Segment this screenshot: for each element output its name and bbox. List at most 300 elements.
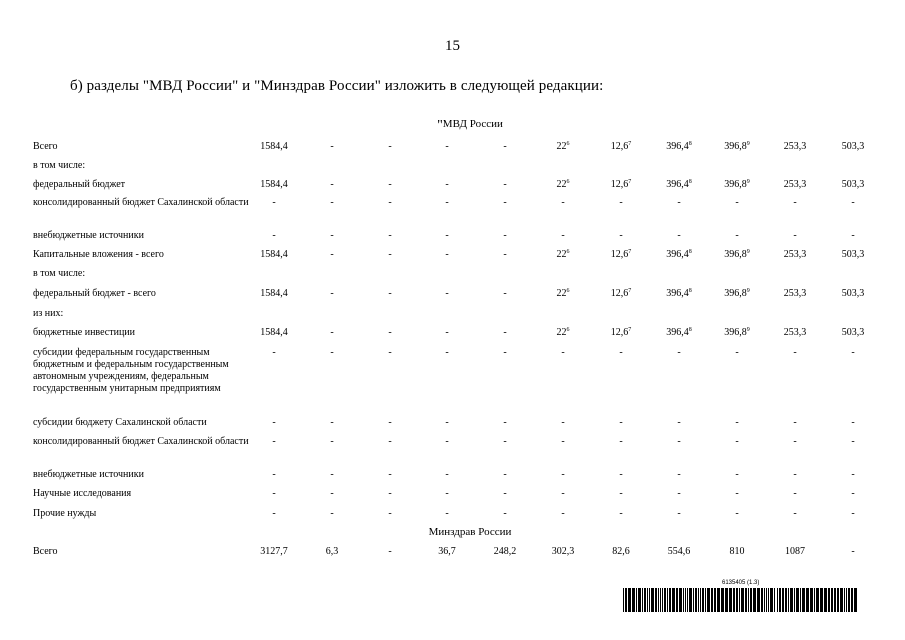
- cell-value: -: [561, 417, 565, 428]
- table-cell: [707, 436, 767, 448]
- table-cell: [823, 417, 883, 429]
- cell-value: -: [851, 488, 855, 499]
- footnote-ref: 6: [566, 288, 570, 294]
- cell-value: 12,6: [610, 288, 629, 299]
- cell-value: -: [503, 488, 507, 499]
- table-cell: [475, 327, 535, 339]
- table-cell: [533, 469, 593, 481]
- table-cell: [533, 179, 593, 191]
- cell-value: 253,3: [783, 288, 807, 299]
- cell-value: 396,8: [724, 288, 747, 299]
- table-cell: [649, 436, 709, 448]
- cell-value: -: [503, 249, 507, 260]
- table-cell: [707, 488, 767, 500]
- cell-value: 1584,4: [260, 179, 288, 190]
- cell-value: -: [677, 469, 681, 480]
- footnote-ref: 8: [688, 179, 692, 185]
- cell-value: 1584,4: [260, 249, 288, 260]
- cell-value: -: [388, 249, 392, 260]
- table-cell: [533, 546, 593, 558]
- cell-value: -: [735, 417, 739, 428]
- table-cell: [360, 197, 420, 209]
- cell-value: -: [677, 197, 681, 208]
- table-cell: [302, 488, 362, 500]
- table-cell: [823, 347, 883, 359]
- cell-value: -: [330, 469, 334, 480]
- table-cell: [302, 546, 362, 558]
- table-cell: [360, 347, 420, 359]
- cell-value: -: [503, 436, 507, 447]
- cell-value: 554,6: [667, 546, 691, 557]
- cell-value: 12,6: [610, 179, 629, 190]
- table-cell: [475, 347, 535, 359]
- table-cell: [475, 141, 535, 153]
- cell-value: 396,4: [666, 249, 689, 260]
- table-cell: [591, 327, 651, 339]
- table-cell: [475, 179, 535, 191]
- row-label: консолидированный бюджет Сахалинской области: [33, 197, 249, 208]
- cell-value: -: [330, 508, 334, 519]
- table-cell: [417, 417, 477, 429]
- table-cell: [823, 436, 883, 448]
- table-cell: [417, 197, 477, 209]
- cell-value: -: [677, 347, 681, 358]
- cell-value: -: [561, 230, 565, 241]
- cell-value: 503,3: [841, 288, 865, 299]
- cell-value: 12,6: [610, 327, 629, 338]
- cell-value: 22: [556, 327, 567, 338]
- table-cell: [707, 417, 767, 429]
- table-cell: [302, 436, 362, 448]
- table-cell: [244, 546, 304, 558]
- cell-value: 396,4: [666, 288, 689, 299]
- table-cell: [360, 179, 420, 191]
- cell-value: -: [272, 469, 276, 480]
- cell-value: -: [561, 347, 565, 358]
- cell-value: -: [503, 197, 507, 208]
- row-label: внебюджетные источники: [33, 230, 144, 241]
- row-label: Капитальные вложения - всего: [33, 249, 164, 260]
- cell-value: -: [793, 197, 797, 208]
- cell-value: -: [330, 347, 334, 358]
- cell-value: -: [388, 347, 392, 358]
- cell-value: 396,4: [666, 141, 689, 152]
- table-cell: [244, 488, 304, 500]
- cell-value: 12,6: [610, 249, 629, 260]
- footnote-ref: 7: [628, 141, 632, 147]
- cell-value: -: [330, 488, 334, 499]
- cell-value: -: [677, 508, 681, 519]
- row-label: субсидии бюджету Сахалинской области: [33, 417, 207, 428]
- table-cell: [360, 417, 420, 429]
- cell-value: -: [330, 249, 334, 260]
- footnote-ref: 7: [628, 249, 632, 255]
- table-cell: [707, 141, 767, 153]
- row-label: внебюджетные источники: [33, 469, 144, 480]
- table-cell: [823, 488, 883, 500]
- table-cell: [302, 141, 362, 153]
- table-cell: [649, 347, 709, 359]
- cell-value: -: [619, 488, 623, 499]
- table-cell: [765, 469, 825, 481]
- cell-value: -: [735, 508, 739, 519]
- cell-value: -: [330, 230, 334, 241]
- cell-value: -: [388, 288, 392, 299]
- table-cell: [591, 197, 651, 209]
- table-cell: [533, 327, 593, 339]
- table-cell: [244, 347, 304, 359]
- table-cell: [533, 230, 593, 242]
- cell-value: -: [735, 488, 739, 499]
- table-cell: [823, 249, 883, 261]
- table-cell: [765, 141, 825, 153]
- cell-value: -: [330, 327, 334, 338]
- table-cell: [244, 508, 304, 520]
- table-cell: [244, 179, 304, 191]
- table-cell: [417, 179, 477, 191]
- cell-value: -: [330, 417, 334, 428]
- cell-value: 6,3: [325, 546, 339, 557]
- table-cell: [475, 197, 535, 209]
- cell-value: 3127,7: [260, 546, 288, 557]
- table-cell: [417, 347, 477, 359]
- cell-value: -: [272, 197, 276, 208]
- table-cell: [360, 546, 420, 558]
- footnote-ref: 9: [746, 327, 750, 333]
- cell-value: 396,8: [724, 249, 747, 260]
- table-cell: [707, 347, 767, 359]
- table-cell: [765, 546, 825, 558]
- cell-value: -: [793, 488, 797, 499]
- cell-value: -: [445, 488, 449, 499]
- cell-value: -: [851, 469, 855, 480]
- table-cell: [823, 469, 883, 481]
- cell-value: -: [330, 197, 334, 208]
- cell-value: -: [561, 436, 565, 447]
- cell-value: 503,3: [841, 179, 865, 190]
- table-cell: [533, 249, 593, 261]
- footnote-ref: 9: [746, 288, 750, 294]
- table-cell: [591, 179, 651, 191]
- table-cell: [417, 249, 477, 261]
- table-cell: [533, 288, 593, 300]
- cell-value: -: [388, 230, 392, 241]
- row-label: субсидии федеральным государственным бюджетным и федеральным государственным автономным учреждениям, федеральным государственным унитарным предприятиям: [33, 347, 229, 394]
- cell-value: -: [445, 347, 449, 358]
- table-cell: [417, 288, 477, 300]
- table-cell: [823, 179, 883, 191]
- table-cell: [533, 508, 593, 520]
- footnote-ref: 9: [746, 179, 750, 185]
- cell-value: 248,2: [493, 546, 517, 557]
- cell-value: -: [330, 288, 334, 299]
- cell-value: -: [851, 508, 855, 519]
- table-cell: [707, 197, 767, 209]
- footnote-ref: 6: [566, 179, 570, 185]
- cell-value: -: [330, 141, 334, 152]
- cell-value: -: [388, 417, 392, 428]
- table-cell: [244, 249, 304, 261]
- table-cell: [302, 197, 362, 209]
- cell-value: -: [503, 347, 507, 358]
- cell-value: -: [793, 347, 797, 358]
- table-cell: [591, 546, 651, 558]
- table-cell: [765, 249, 825, 261]
- table-cell: [649, 488, 709, 500]
- table-cell: [765, 436, 825, 448]
- cell-value: 1584,4: [260, 327, 288, 338]
- cell-value: -: [445, 249, 449, 260]
- cell-value: 36,7: [438, 546, 456, 557]
- footnote-ref: 6: [566, 141, 570, 147]
- footnote-ref: 8: [688, 141, 692, 147]
- table-cell: [475, 546, 535, 558]
- table-cell: [823, 546, 883, 558]
- cell-value: -: [503, 230, 507, 241]
- cell-value: -: [445, 197, 449, 208]
- cell-value: -: [619, 230, 623, 241]
- table-cell: [649, 417, 709, 429]
- cell-value: 396,8: [724, 327, 747, 338]
- table-cell: [707, 327, 767, 339]
- cell-value: 396,8: [724, 179, 747, 190]
- table-cell: [591, 469, 651, 481]
- cell-value: -: [561, 488, 565, 499]
- cell-value: -: [851, 417, 855, 428]
- table-cell: [302, 179, 362, 191]
- row-label: в том числе:: [33, 160, 86, 171]
- cell-value: -: [445, 230, 449, 241]
- footnote-ref: 6: [566, 249, 570, 255]
- table-cell: [649, 141, 709, 153]
- table-cell: [244, 288, 304, 300]
- cell-value: -: [619, 417, 623, 428]
- table-cell: [417, 508, 477, 520]
- table-cell: [765, 347, 825, 359]
- table-cell: [302, 347, 362, 359]
- table-cell: [302, 327, 362, 339]
- table-cell: [823, 508, 883, 520]
- cell-value: -: [272, 488, 276, 499]
- table-cell: [360, 469, 420, 481]
- table-cell: [649, 288, 709, 300]
- cell-value: 1584,4: [260, 288, 288, 299]
- cell-value: -: [445, 327, 449, 338]
- table-cell: [765, 179, 825, 191]
- cell-value: 253,3: [783, 141, 807, 152]
- cell-value: 22: [556, 249, 567, 260]
- table-cell: [591, 249, 651, 261]
- cell-value: -: [793, 469, 797, 480]
- row-label: Научные исследования: [33, 488, 132, 499]
- table-cell: [823, 141, 883, 153]
- table-cell: [475, 417, 535, 429]
- row-label: бюджетные инвестиции: [33, 327, 136, 338]
- table-cell: [707, 469, 767, 481]
- cell-value: -: [677, 436, 681, 447]
- cell-value: 82,6: [612, 546, 630, 557]
- cell-value: -: [851, 436, 855, 447]
- section-title-minzdrav: Минздрав России: [428, 526, 512, 538]
- table-cell: [244, 230, 304, 242]
- table-cell: [244, 469, 304, 481]
- table-cell: [360, 508, 420, 520]
- cell-value: -: [677, 417, 681, 428]
- table-cell: [707, 179, 767, 191]
- table-cell: [533, 436, 593, 448]
- cell-value: -: [330, 179, 334, 190]
- cell-value: 22: [556, 288, 567, 299]
- cell-value: -: [735, 436, 739, 447]
- cell-value: -: [272, 417, 276, 428]
- cell-value: -: [619, 197, 623, 208]
- cell-value: 253,3: [783, 327, 807, 338]
- table-cell: [475, 488, 535, 500]
- cell-value: -: [388, 488, 392, 499]
- table-cell: [649, 249, 709, 261]
- cell-value: 503,3: [841, 141, 865, 152]
- table-cell: [591, 417, 651, 429]
- table-cell: [417, 488, 477, 500]
- barcode: [623, 588, 858, 612]
- table-cell: [244, 141, 304, 153]
- cell-value: 22: [556, 141, 567, 152]
- table-cell: [475, 230, 535, 242]
- table-cell: [475, 469, 535, 481]
- table-cell: [417, 469, 477, 481]
- cell-value: -: [388, 197, 392, 208]
- cell-value: -: [851, 197, 855, 208]
- cell-value: -: [677, 230, 681, 241]
- table-cell: [649, 327, 709, 339]
- cell-value: -: [330, 436, 334, 447]
- cell-value: -: [503, 508, 507, 519]
- cell-value: 503,3: [841, 327, 865, 338]
- table-cell: [360, 141, 420, 153]
- table-cell: [649, 179, 709, 191]
- table-cell: [302, 249, 362, 261]
- cell-value: -: [735, 197, 739, 208]
- cell-value: 253,3: [783, 179, 807, 190]
- cell-value: -: [388, 469, 392, 480]
- table-cell: [765, 230, 825, 242]
- table-cell: [823, 230, 883, 242]
- page-number: 15: [445, 38, 460, 54]
- table-cell: [302, 469, 362, 481]
- table-cell: [244, 436, 304, 448]
- cell-value: 1087: [785, 546, 805, 557]
- table-cell: [475, 288, 535, 300]
- table-cell: [244, 417, 304, 429]
- cell-value: -: [793, 417, 797, 428]
- section-title-mvd-text: МВД России: [442, 118, 503, 130]
- table-cell: [765, 488, 825, 500]
- cell-value: -: [503, 327, 507, 338]
- cell-value: -: [445, 288, 449, 299]
- table-cell: [533, 197, 593, 209]
- table-cell: [591, 508, 651, 520]
- table-cell: [475, 436, 535, 448]
- cell-value: -: [619, 469, 623, 480]
- footnote-ref: 9: [746, 141, 750, 147]
- cell-value: -: [272, 230, 276, 241]
- cell-value: -: [677, 488, 681, 499]
- table-cell: [475, 508, 535, 520]
- cell-value: 810: [729, 546, 745, 557]
- cell-value: -: [619, 347, 623, 358]
- footnote-ref: 8: [688, 288, 692, 294]
- table-cell: [475, 249, 535, 261]
- row-label: Прочие нужды: [33, 508, 97, 519]
- table-cell: [823, 327, 883, 339]
- cell-value: -: [735, 469, 739, 480]
- table-cell: [417, 141, 477, 153]
- cell-value: -: [561, 197, 565, 208]
- table-cell: [591, 488, 651, 500]
- cell-value: -: [793, 436, 797, 447]
- row-label: консолидированный бюджет Сахалинской области: [33, 436, 249, 447]
- table-cell: [417, 327, 477, 339]
- table-cell: [360, 230, 420, 242]
- row-label: федеральный бюджет - всего: [33, 288, 156, 299]
- table-cell: [649, 197, 709, 209]
- cell-value: 396,4: [666, 179, 689, 190]
- table-cell: [591, 347, 651, 359]
- cell-value: 396,4: [666, 327, 689, 338]
- cell-value: 253,3: [783, 249, 807, 260]
- table-cell: [302, 288, 362, 300]
- cell-value: -: [503, 179, 507, 190]
- table-cell: [360, 249, 420, 261]
- table-cell: [533, 417, 593, 429]
- cell-value: 1584,4: [260, 141, 288, 152]
- cell-value: -: [388, 508, 392, 519]
- table-cell: [765, 417, 825, 429]
- cell-value: -: [445, 179, 449, 190]
- table-cell: [765, 508, 825, 520]
- table-cell: [244, 327, 304, 339]
- table-cell: [707, 249, 767, 261]
- table-cell: [649, 469, 709, 481]
- cell-value: -: [735, 347, 739, 358]
- cell-value: -: [445, 469, 449, 480]
- table-cell: [360, 488, 420, 500]
- table-cell: [244, 197, 304, 209]
- cell-value: -: [851, 347, 855, 358]
- cell-value: -: [388, 546, 392, 557]
- table-cell: [649, 230, 709, 242]
- footnote-ref: 6: [566, 327, 570, 333]
- table-cell: [591, 288, 651, 300]
- table-cell: [360, 288, 420, 300]
- table-cell: [302, 417, 362, 429]
- footnote-ref: 7: [628, 288, 632, 294]
- cell-value: 302,3: [551, 546, 575, 557]
- row-label: из них:: [33, 308, 64, 319]
- footnote-ref: 9: [746, 249, 750, 255]
- cell-value: -: [503, 417, 507, 428]
- footnote-ref: 8: [688, 249, 692, 255]
- cell-value: -: [388, 179, 392, 190]
- footnote-ref: 8: [688, 327, 692, 333]
- table-cell: [533, 488, 593, 500]
- table-cell: [533, 141, 593, 153]
- table-cell: [533, 347, 593, 359]
- cell-value: -: [272, 347, 276, 358]
- cell-value: -: [793, 230, 797, 241]
- table-cell: [417, 230, 477, 242]
- opening-quote: ": [437, 118, 443, 133]
